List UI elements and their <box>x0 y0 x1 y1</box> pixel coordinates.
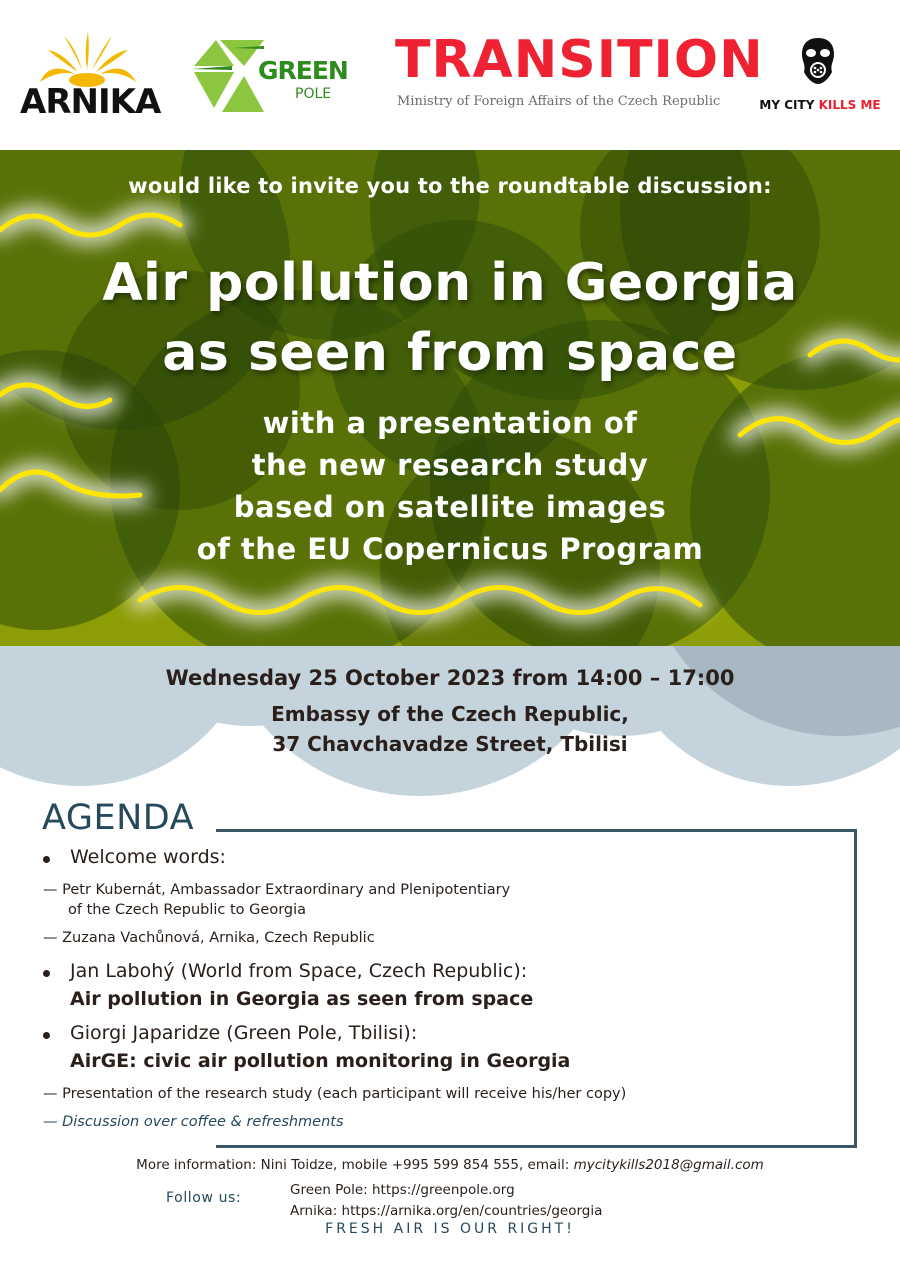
follow-links <box>290 1180 602 1222</box>
event-title-line-1: Air pollution in Georgia <box>102 253 798 313</box>
my-city-text: MY CITY <box>759 98 819 112</box>
agenda-heading: AGENDA <box>42 798 195 838</box>
kills-me-text: KILLS ME <box>818 98 881 112</box>
talk-1-title: Air pollution in Georgia as seen from space <box>70 988 534 1010</box>
agenda-welcome-label: Welcome words: <box>70 846 226 868</box>
event-subtitle-line-2: the new research study <box>251 448 649 482</box>
bullet-icon <box>43 856 50 863</box>
transition-wordmark: TRANSITION <box>395 30 764 90</box>
agenda-item-welcome <box>43 846 823 872</box>
my-city-kills-me-wordmark <box>755 98 885 112</box>
event-subtitle-line-1: with a presentation of <box>262 406 638 440</box>
event-title <box>0 248 900 388</box>
arnika-wordmark: ARNIKA <box>20 82 161 122</box>
event-subtitle <box>0 402 900 570</box>
venue-name: Embassy of the Czech Republic, <box>271 702 629 726</box>
agenda-speaker-arnika: — Zuzana Vachůnová, Arnika, Czech Republic <box>43 930 375 946</box>
bullet-icon <box>43 1032 50 1039</box>
talk-2-speaker: Giorgi Japaridze (Green Pole, Tbilisi): <box>70 1022 418 1044</box>
transition-logo <box>395 30 764 116</box>
green-pole-word-pole: POLE <box>295 86 332 102</box>
event-venue <box>0 699 900 759</box>
contact-info <box>0 1157 900 1173</box>
arnika-logo <box>20 30 161 122</box>
venue-address: 37 Chavchavadze Street, Tbilisi <box>272 732 628 756</box>
green-pole-logo <box>192 36 347 116</box>
arnika-website-link[interactable]: Arnika: https://arnika.org/en/countries/georgia <box>290 1203 603 1219</box>
logo-bar <box>0 0 900 150</box>
invitation-line: would like to invite you to the roundtable discussion: <box>128 174 772 198</box>
green-pole-word-green: GREEN <box>258 56 348 85</box>
slogan: FRESH AIR IS OUR RIGHT! <box>325 1221 575 1237</box>
agenda-presentation: — Presentation of the research study (each participant will receive his/her copy) <box>43 1086 627 1102</box>
event-subtitle-line-3: based on satellite images <box>233 490 667 524</box>
follow-us-label: Follow us: <box>166 1190 242 1206</box>
contact-text: More information: Nini Toidze, mobile +995 599 854 555, email: <box>136 1157 574 1173</box>
arnika-flower-icon <box>20 30 155 90</box>
talk-2-title: AirGE: civic air pollution monitoring in Georgia <box>70 1050 571 1072</box>
transition-ministry-subtitle: Ministry of Foreign Affairs of the Czech Republic <box>397 94 721 109</box>
event-details-band <box>0 646 900 800</box>
event-title-line-2: as seen from space <box>162 323 738 383</box>
event-date-time: Wednesday 25 October 2023 from 14:00 – 17:00 <box>165 666 735 690</box>
hero-banner <box>0 150 900 646</box>
green-pole-website-link[interactable]: Green Pole: https://greenpole.org <box>290 1182 515 1198</box>
agenda-speaker-ambassador: — Petr Kubernát, Ambassador Extraordinary and Plenipotentiary <box>43 882 511 898</box>
contact-email-link[interactable]: mycitykills2018@gmail.com <box>573 1157 764 1173</box>
circles-background <box>0 150 900 646</box>
agenda-speaker-ambassador-cont: of the Czech Republic to Georgia <box>68 902 307 918</box>
event-subtitle-line-4: of the EU Copernicus Program <box>196 532 704 566</box>
bullet-icon <box>43 970 50 977</box>
my-city-kills-me-logo <box>755 36 885 118</box>
agenda-item-talk-2 <box>43 1022 823 1078</box>
agenda-item-talk-1 <box>43 960 823 1016</box>
talk-1-speaker: Jan Labohý (World from Space, Czech Republic): <box>70 960 528 982</box>
agenda-discussion: — Discussion over coffee & refreshments <box>43 1114 344 1130</box>
gas-mask-icon <box>798 36 838 86</box>
